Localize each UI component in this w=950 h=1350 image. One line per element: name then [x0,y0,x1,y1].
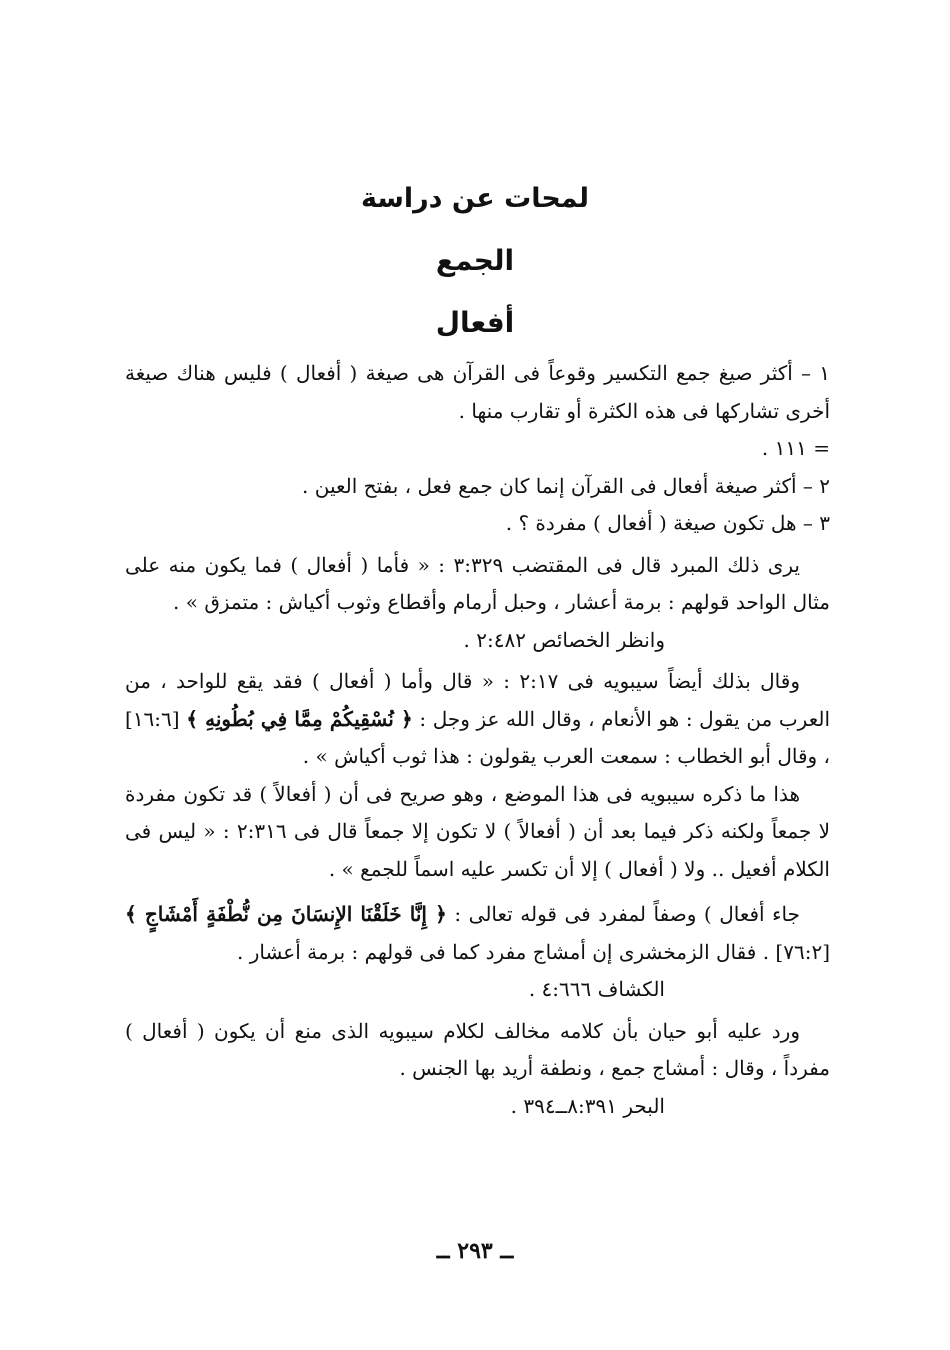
sibawayh-comment: هذا ما ذكره سيبويه فى هذا الموضع ، وهو صريح فى أن ( أفعالاً ) قد تكون مفردة لا جمعاً ولكنه ذكر فيما بعد أن ( أفعالاً ) لا تكون إلا جمعاً قال فى ٢:٣١٦ : « ليس فى الكلام أفعيل .. ولا ( أفعال ) إلا أن تكسر عليه اسماً للجمع » . [125,781,830,881]
page-subtitle: الجمع [435,244,515,277]
quran-verse-al-insan: ﴿ إِنَّا خَلَقْنَا الإِنسَانَ مِن نُّطْفَةٍ أَمْشَاجٍ ﴾ [125,902,447,926]
bahr-reference: البحر ٨:٣٩١ــ٣٩٤ . [510,1093,665,1118]
khasais-reference: وانظر الخصائص ٢:٤٨٢ . [463,627,665,652]
zamakhshari-paragraph [125,896,830,971]
sibawayh-text-b: [١٦:٦] ، وقال أبو الخطاب : سمعت العرب يقولون : هذا ثوب أكياش » . [125,706,830,768]
heading-block [0,168,950,354]
quran-verse-an-nahl: ﴿ نُسْقِيكُمْ مِمَّا فِي بُطُونِهِ ﴾ [186,706,413,731]
sibawayh-text-a: وقال بذلك أيضاً سيبويه فى ٢:١٧ : « قال وأما ( أفعال ) فقد يقع للواحد ، من العرب من يقول : هو الأنعام ، وقال الله عز وجل : [125,669,831,731]
zamakhshari-text-a: جاء أفعال ) وصفاً لمفرد فى قوله تعالى : [454,902,800,926]
mubarrad-paragraph: يرى ذلك المبرد قال فى المقتضب ٣:٣٢٩ : « فأما ( أفعال ) فما يكون منه على مثال الواحد قولهم : برمة أعشار ، وحبل أرمام وأقطاع وثوب أكياش : متمزق » . [125,552,830,614]
item-2: ٢ – أكثر صيغة أفعال فى القرآن إنما كان جمع فعل ، بفتح العين . [302,473,830,498]
body-text [125,355,830,1125]
sibawayh-paragraph [125,663,830,776]
abu-hayyan-paragraph: ورد عليه أبو حيان بأن كلامه مخالف لكلام سيبويه الذى منع أن يكون ( أفعال ) مفرداً ، وقال : أمشاج جمع ، ونطفة أريد بها الجنس . [125,1018,830,1080]
item-3: ٣ – هل تكون صيغة ( أفعال ) مفردة ؟ . [505,511,830,535]
page-number: ــ ٢٩٣ ــ [436,1238,514,1264]
zamakhshari-text-b: [٧٦:٢] . فقال الزمخشرى إن أمشاج مفرد كما فى قولهم : برمة أعشار . [236,939,830,964]
item-1-count: = ١١١ . [761,436,830,460]
item-1: ١ – أكثر صيغ جمع التكسير وقوعاً فى القرآن هى صيغة ( أفعال ) فليس هناك صيغة أخرى تشاركها فى هذه الكثرة أو تقارب منها . [125,361,830,423]
kashshaf-reference: الكشاف ٤:٦٦٦ . [528,977,665,1001]
page-title: لمحات عن دراسة [360,183,590,214]
section-heading: أفعال [435,306,515,339]
